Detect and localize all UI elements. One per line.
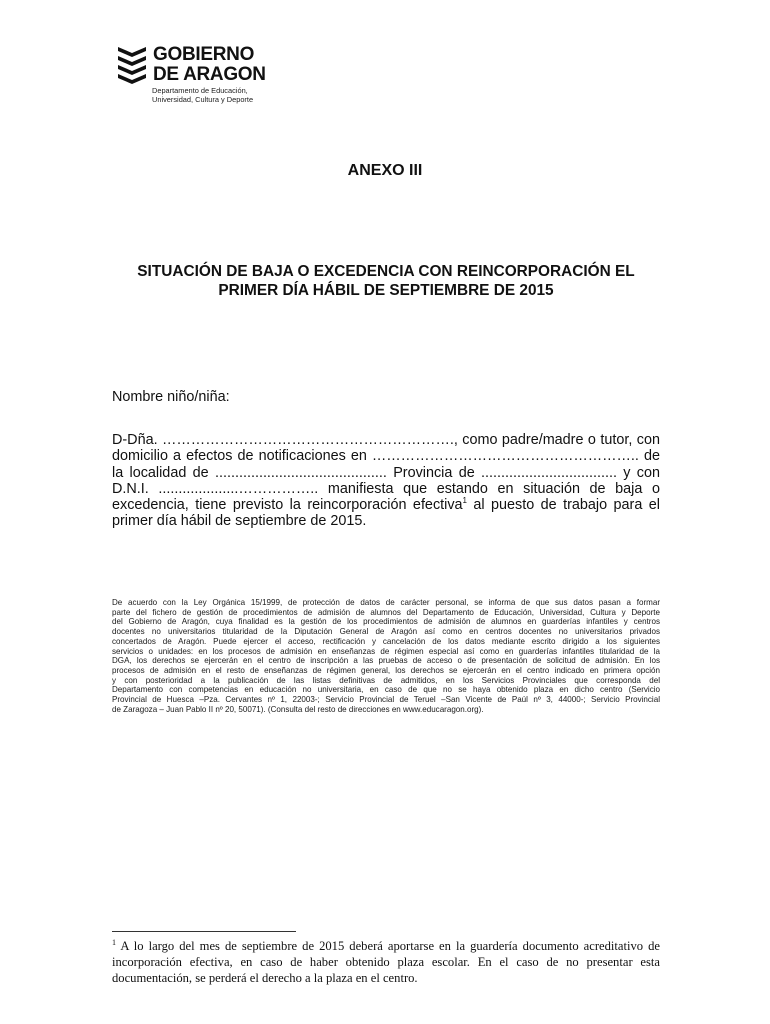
footnote: [112, 938, 660, 986]
document-title-line2: PRIMER DÍA HÁBIL DE SEPTIEMBRE DE 2015: [218, 282, 554, 299]
privacy-line: servicios o unidades: en los procesos de admisión en enseñanzas de régimen especial así como en guarderías infantiles titularidad de la: [112, 646, 660, 656]
footnote-number: 1: [112, 938, 116, 947]
declaration-line: [112, 497, 660, 513]
child-name-label: Nombre niño/niña:: [112, 389, 230, 405]
department-line2: Universidad, Cultura y Deporte: [152, 95, 254, 104]
declaration-line: domicilio a efectos de notificaciones en ……………………………………………….. de: [112, 448, 660, 465]
privacy-line: docentes no universitarios titularidad de la Diputación General de Aragón así como en centros docentes no universitarios privados: [112, 627, 660, 637]
aragon-emblem-icon: [116, 45, 150, 87]
privacy-line: parte del fichero de gestión de procedimientos de admisión de alumnos del Departamento de Educación, Universidad, Cultura y Deporte: [112, 607, 660, 617]
footnote-separator: [112, 931, 296, 932]
logo-title-line2: DE ARAGON: [153, 64, 266, 85]
declaration-text: al puesto de trabajo para el: [466, 497, 660, 514]
privacy-line: concertados de Aragón. Puede ejercer el acceso, rectificación y cancelación de los datos mediante escrito dirigido a los siguientes: [112, 636, 660, 646]
declaration-text: excedencia, tiene previsto la reincorporación efectiva: [112, 497, 463, 514]
privacy-notice: [112, 598, 660, 714]
footnote-reference: 1: [462, 496, 467, 506]
declaration-line: D.N.I. ....................…………….. manifiesta que estando en situación de baja o: [112, 480, 660, 497]
department-name: [152, 86, 253, 104]
footnote-line: incorporación efectiva, en caso de haber obtenido plaza escolar. En el caso de no presentar esta: [112, 955, 660, 969]
privacy-line: del Gobierno de Aragón, cuya finalidad es la gestión de los procedimientos de admisión de alumnos en guarderías infantiles y centros: [112, 617, 660, 627]
declaration-paragraph: [112, 432, 660, 530]
document-title-line1: SITUACIÓN DE BAJA O EXCEDENCIA CON REINCORPORACIÓN EL: [137, 263, 635, 280]
declaration-line: primer día hábil de septiembre de 2015.: [112, 513, 367, 530]
declaration-line: la localidad de ........................................... Provincia de .................................. y con: [112, 464, 660, 481]
privacy-line: de Zaragoza – Juan Pablo II nº 20, 50071). (Consulta del resto de direcciones en www.educaragon.org).: [112, 704, 484, 714]
annex-title: ANEXO III: [347, 162, 423, 179]
privacy-line: DGA, los derechos se ejercerán en el centro de inscripción a las pruebas de acceso o de presentación de solicitud de admisión. En los: [112, 656, 660, 666]
logo-title-line1: GOBIERNO: [153, 44, 255, 65]
government-logo: [116, 45, 266, 87]
department-line1: Departamento de Educación,: [152, 86, 248, 95]
footnote-line: documentación, se perderá el derecho a la plaza en el centro.: [112, 971, 418, 985]
footnote-line: [112, 938, 660, 954]
privacy-line: Departamento con competencias en educación no universitaria, en caso de que no se haya obtenido plaza en dicho centro (Servicio: [112, 685, 660, 695]
privacy-line: y con posterioridad a la publicación de las listas definitivas de admitidos, en los Servicios Provinciales que corresponda del: [112, 675, 660, 685]
document-title: [110, 262, 662, 300]
declaration-line: D-Dña. ……………………………………………………., como padre/madre o tutor, con: [112, 432, 660, 448]
footnote-text: A lo largo del mes de septiembre de 2015 deberá aportarse en la guardería documento acreditativo de: [116, 939, 660, 953]
privacy-line: Provincial de Huesca –Pza. Cervantes nº 1, 22003-; Servicio Provincial de Teruel –San Vicente de Paúl nº 3, 44000-; Servicio Provincial: [112, 695, 660, 705]
privacy-line: De acuerdo con la Ley Orgánica 15/1999, de protección de datos de carácter personal, se informa de que sus datos pasan a formar: [112, 598, 660, 607]
privacy-line: procesos de admisión en el resto de enseñanzas de régimen general, los derechos se ejercerán en el centro indicado en primera opción: [112, 665, 660, 675]
